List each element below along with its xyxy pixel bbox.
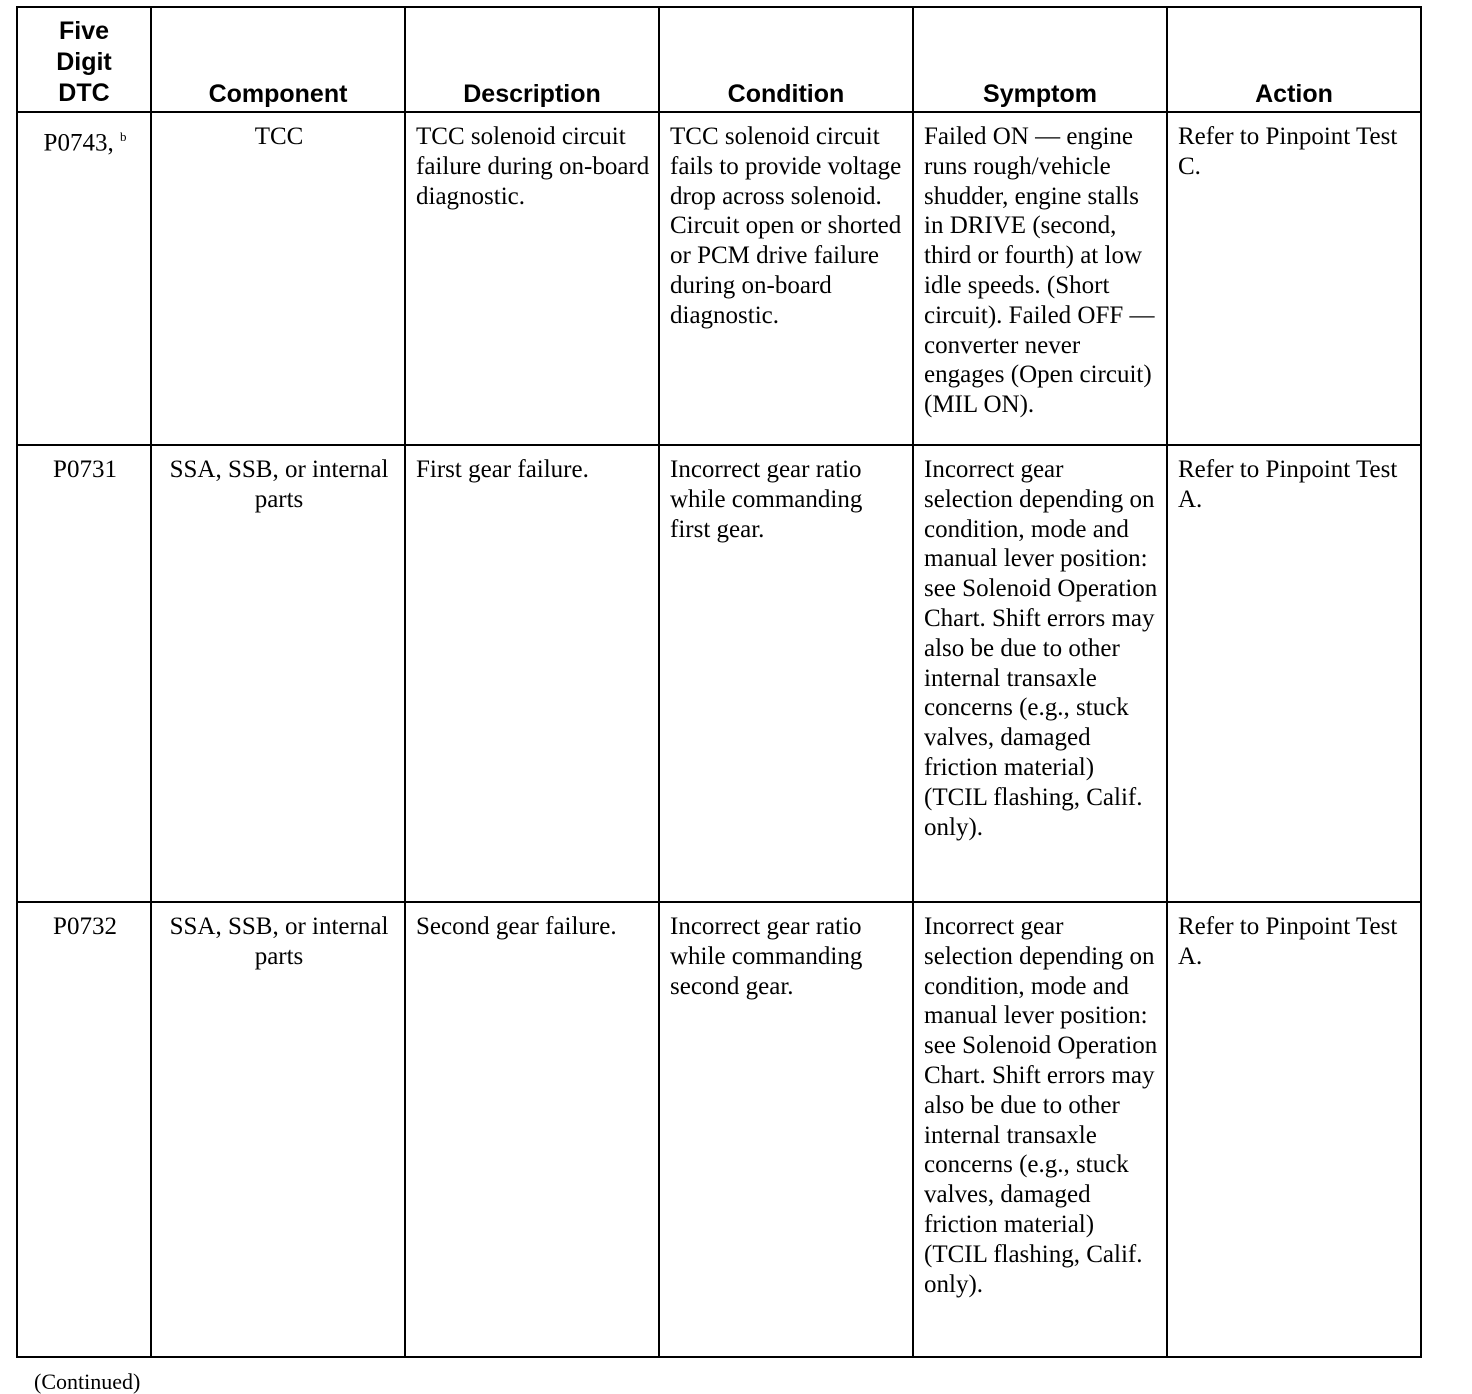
symptom-cell: Failed ON — engine runs rough/vehicle shudder, engine stalls in DRIVE (second, third or fourth) at low idle speeds. (Short circuit). Failed OFF — converter never engages (Open circuit) (MIL ON). bbox=[913, 112, 1167, 445]
header-description: Description bbox=[405, 7, 659, 112]
condition-cell: TCC solenoid circuit fails to provide voltage drop across solenoid. Circuit open or shorted or PCM drive failure during on-board diagnostic. bbox=[659, 112, 913, 445]
dtc-cell bbox=[17, 112, 151, 445]
component-cell: SSA, SSB, or internal parts bbox=[151, 445, 405, 902]
description-cell: Second gear failure. bbox=[405, 902, 659, 1357]
dtc-code: P0732 bbox=[53, 913, 117, 940]
condition-cell: Incorrect gear ratio while commanding second gear. bbox=[659, 902, 913, 1357]
component-cell: TCC bbox=[151, 112, 405, 445]
condition-cell: Incorrect gear ratio while commanding first gear. bbox=[659, 445, 913, 902]
table-row bbox=[17, 445, 1421, 902]
dtc-code: P0731 bbox=[53, 456, 117, 483]
symptom-cell: Incorrect gear selection depending on condition, mode and manual lever position: see Solenoid Operation Chart. Shift errors may also be due to other internal transaxle concerns (e.g., stuck valves, damaged friction material) (TCIL flashing, Calif. only). bbox=[913, 902, 1167, 1357]
header-dtc: Five Digit DTC bbox=[17, 7, 151, 112]
table-row bbox=[17, 902, 1421, 1357]
table-row bbox=[17, 112, 1421, 445]
header-component: Component bbox=[151, 7, 405, 112]
header-action: Action bbox=[1167, 7, 1421, 112]
dtc-code: P0743, bbox=[43, 129, 114, 157]
description-cell: First gear failure. bbox=[405, 445, 659, 902]
dtc-table bbox=[16, 6, 1422, 1358]
dtc-cell bbox=[17, 445, 151, 902]
dtc-cell bbox=[17, 902, 151, 1357]
component-cell: SSA, SSB, or internal parts bbox=[151, 902, 405, 1357]
description-cell: TCC solenoid circuit failure during on-board diagnostic. bbox=[405, 112, 659, 445]
action-cell: Refer to Pinpoint Test A. bbox=[1167, 445, 1421, 902]
table-header-row bbox=[17, 7, 1421, 112]
header-symptom: Symptom bbox=[913, 7, 1167, 112]
action-cell: Refer to Pinpoint Test A. bbox=[1167, 902, 1421, 1357]
action-cell: Refer to Pinpoint Test C. bbox=[1167, 112, 1421, 445]
symptom-cell: Incorrect gear selection depending on condition, mode and manual lever position: see Solenoid Operation Chart. Shift errors may also be due to other internal transaxle concerns (e.g., stuck valves, damaged friction material) (TCIL flashing, Calif. only). bbox=[913, 445, 1167, 902]
continued-note: (Continued) bbox=[34, 1369, 141, 1394]
header-condition: Condition bbox=[659, 7, 913, 112]
dtc-footnote-marker: b bbox=[119, 129, 127, 144]
